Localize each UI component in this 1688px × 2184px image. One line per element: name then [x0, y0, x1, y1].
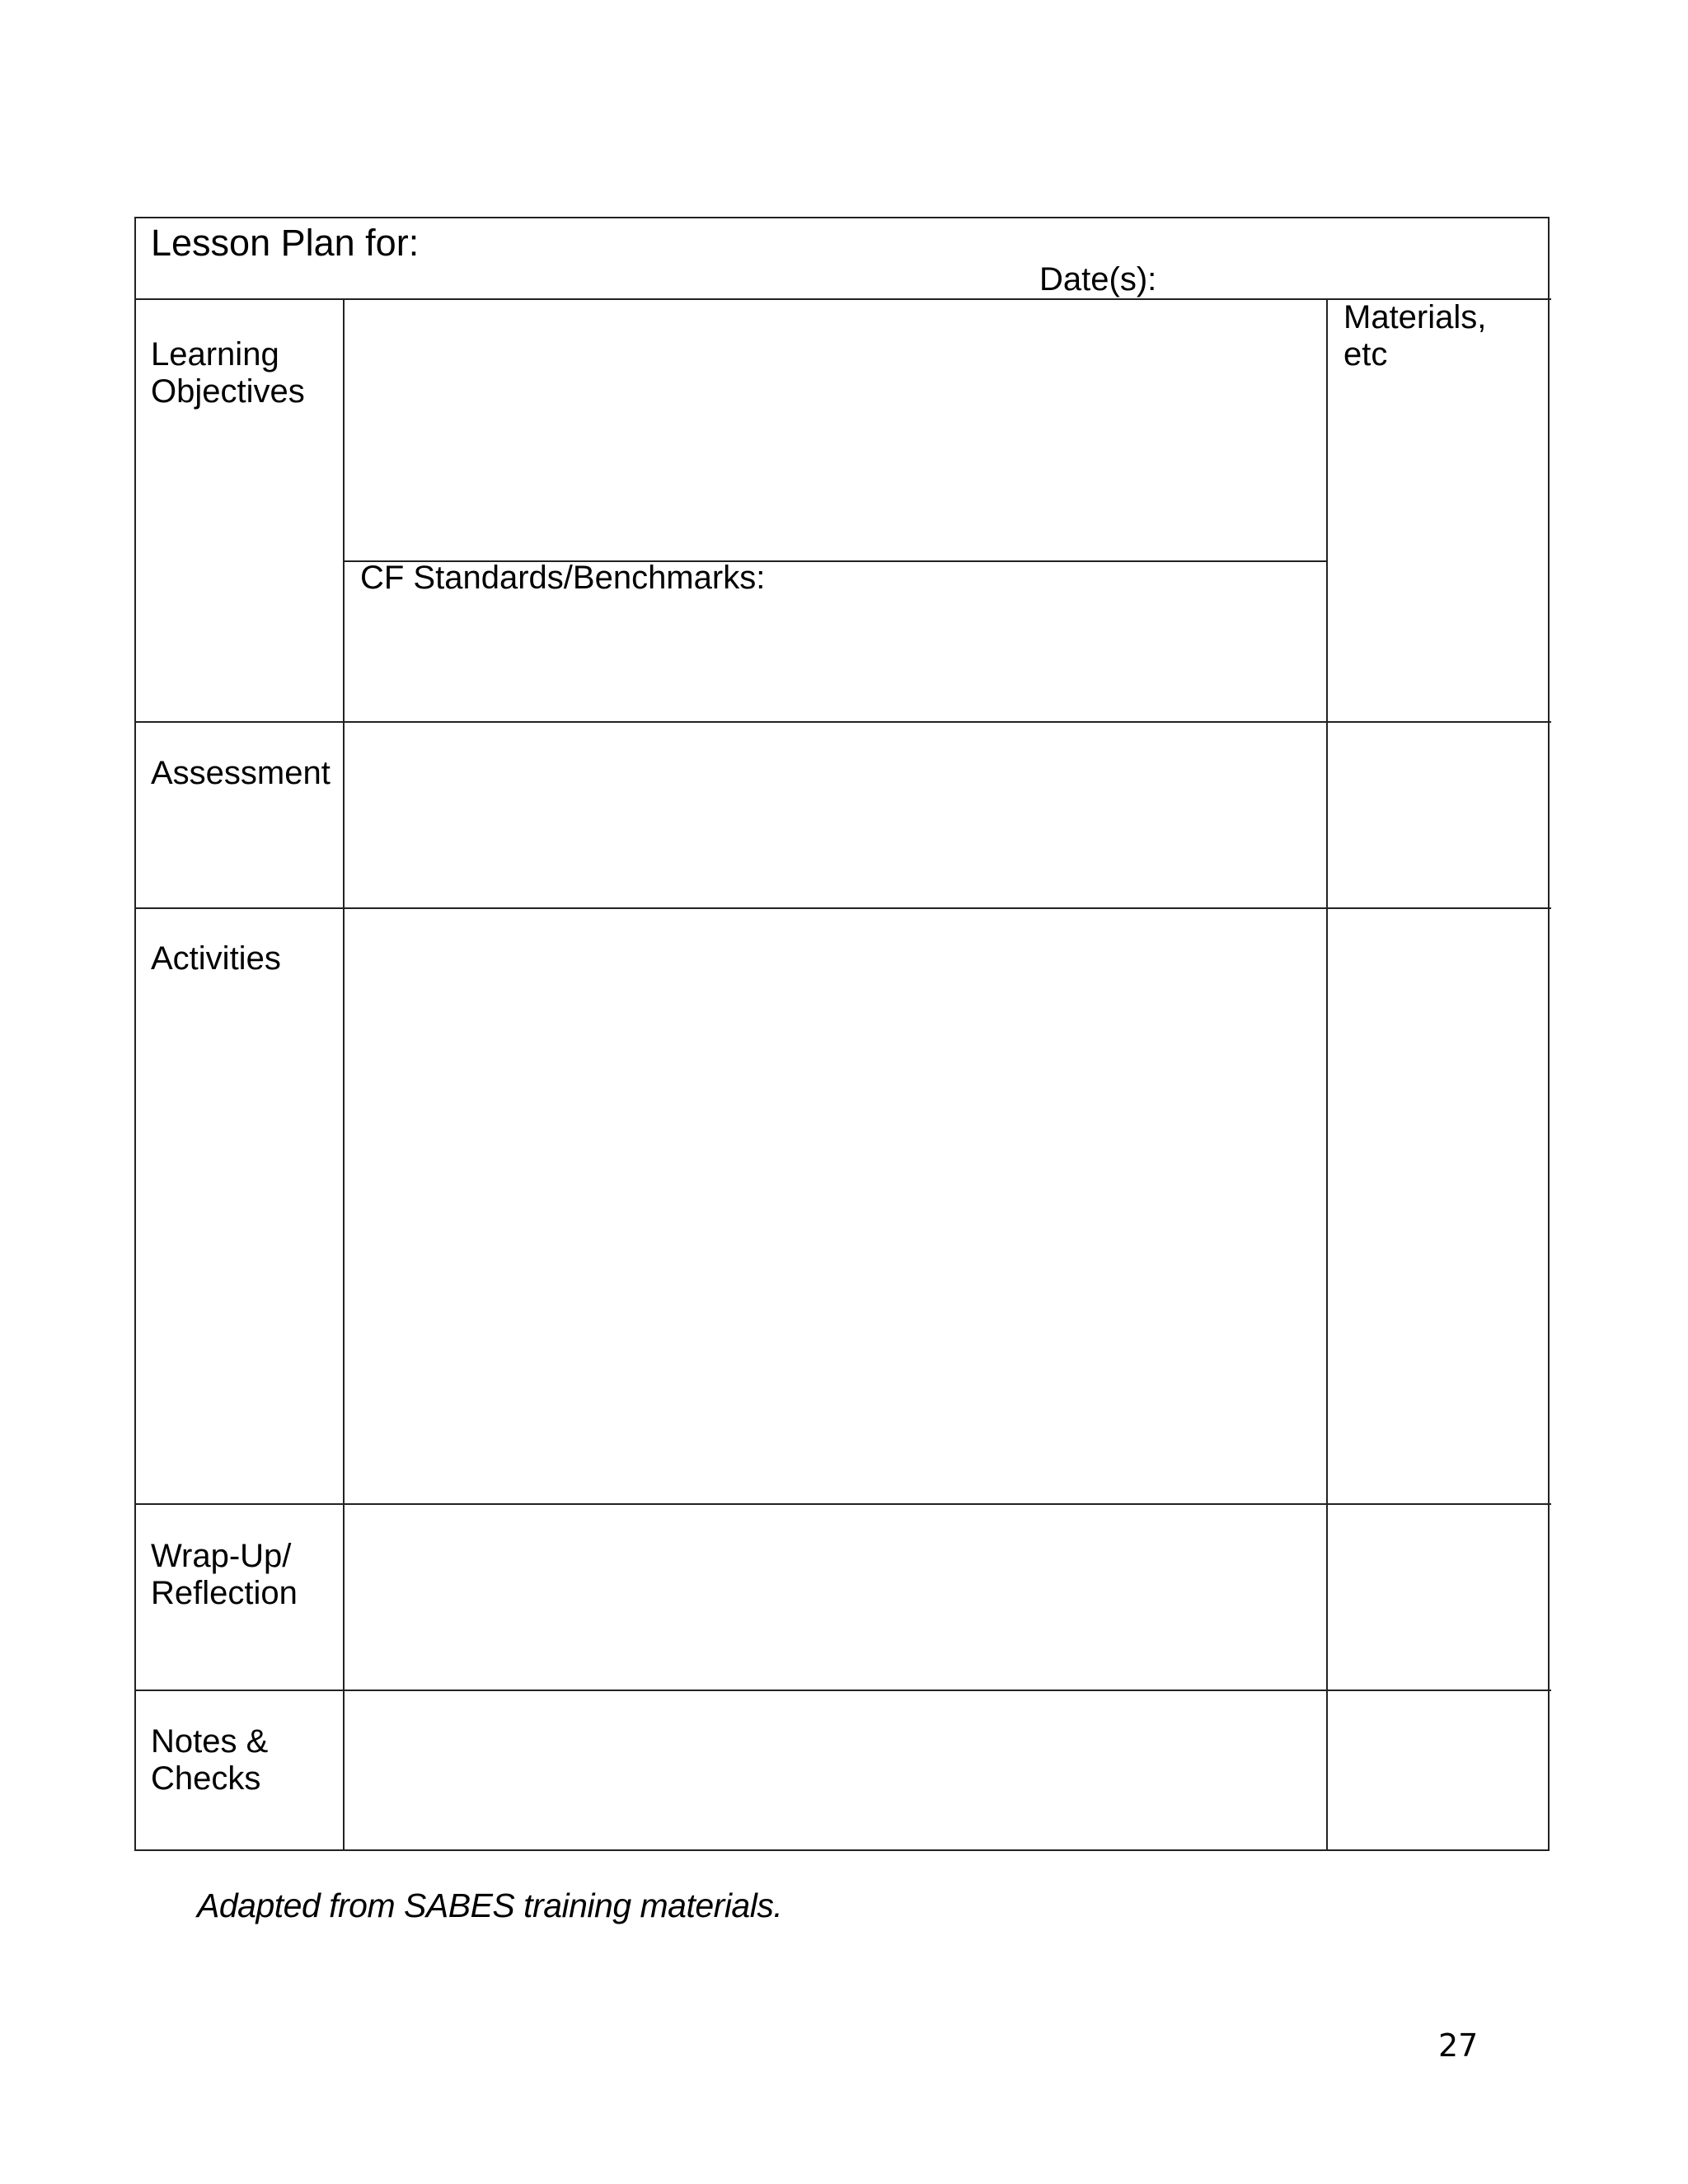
- header-divider: [136, 298, 1551, 300]
- learning-objectives-label: [151, 336, 305, 410]
- lesson-plan-label: Lesson Plan for:: [151, 222, 420, 264]
- wrapup-bottom-divider: [136, 1690, 1551, 1691]
- materials-line1: Materials,: [1343, 299, 1487, 335]
- activities-label: Activities: [151, 940, 281, 977]
- lesson-plan-form: [134, 217, 1550, 1851]
- assessment-label: Assessment: [151, 755, 331, 791]
- learning-objectives-line1: Learning: [151, 336, 279, 373]
- wrap-up-label: [151, 1538, 298, 1612]
- wrap-up-line2: Reflection: [151, 1575, 298, 1611]
- objectives-bottom-divider: [136, 721, 1551, 723]
- notes-line2: Checks: [151, 1760, 261, 1797]
- page-number: 27: [1438, 2027, 1479, 2064]
- adapted-from-note: Adapted from SABES training materials.: [197, 1886, 783, 1924]
- cf-standards-label: CF Standards/Benchmarks:: [360, 560, 766, 596]
- activities-bottom-divider: [136, 1503, 1551, 1505]
- materials-column-divider: [1326, 298, 1328, 1851]
- label-column-divider: [343, 298, 345, 1851]
- materials-line2: etc: [1343, 336, 1388, 373]
- notes-label: [151, 1723, 268, 1797]
- wrap-up-line1: Wrap-Up/: [151, 1538, 292, 1574]
- learning-objectives-line2: Objectives: [151, 373, 305, 410]
- notes-line1: Notes &: [151, 1723, 269, 1760]
- assessment-bottom-divider: [136, 907, 1551, 909]
- materials-label: [1343, 299, 1486, 373]
- dates-label: Date(s):: [1039, 261, 1157, 298]
